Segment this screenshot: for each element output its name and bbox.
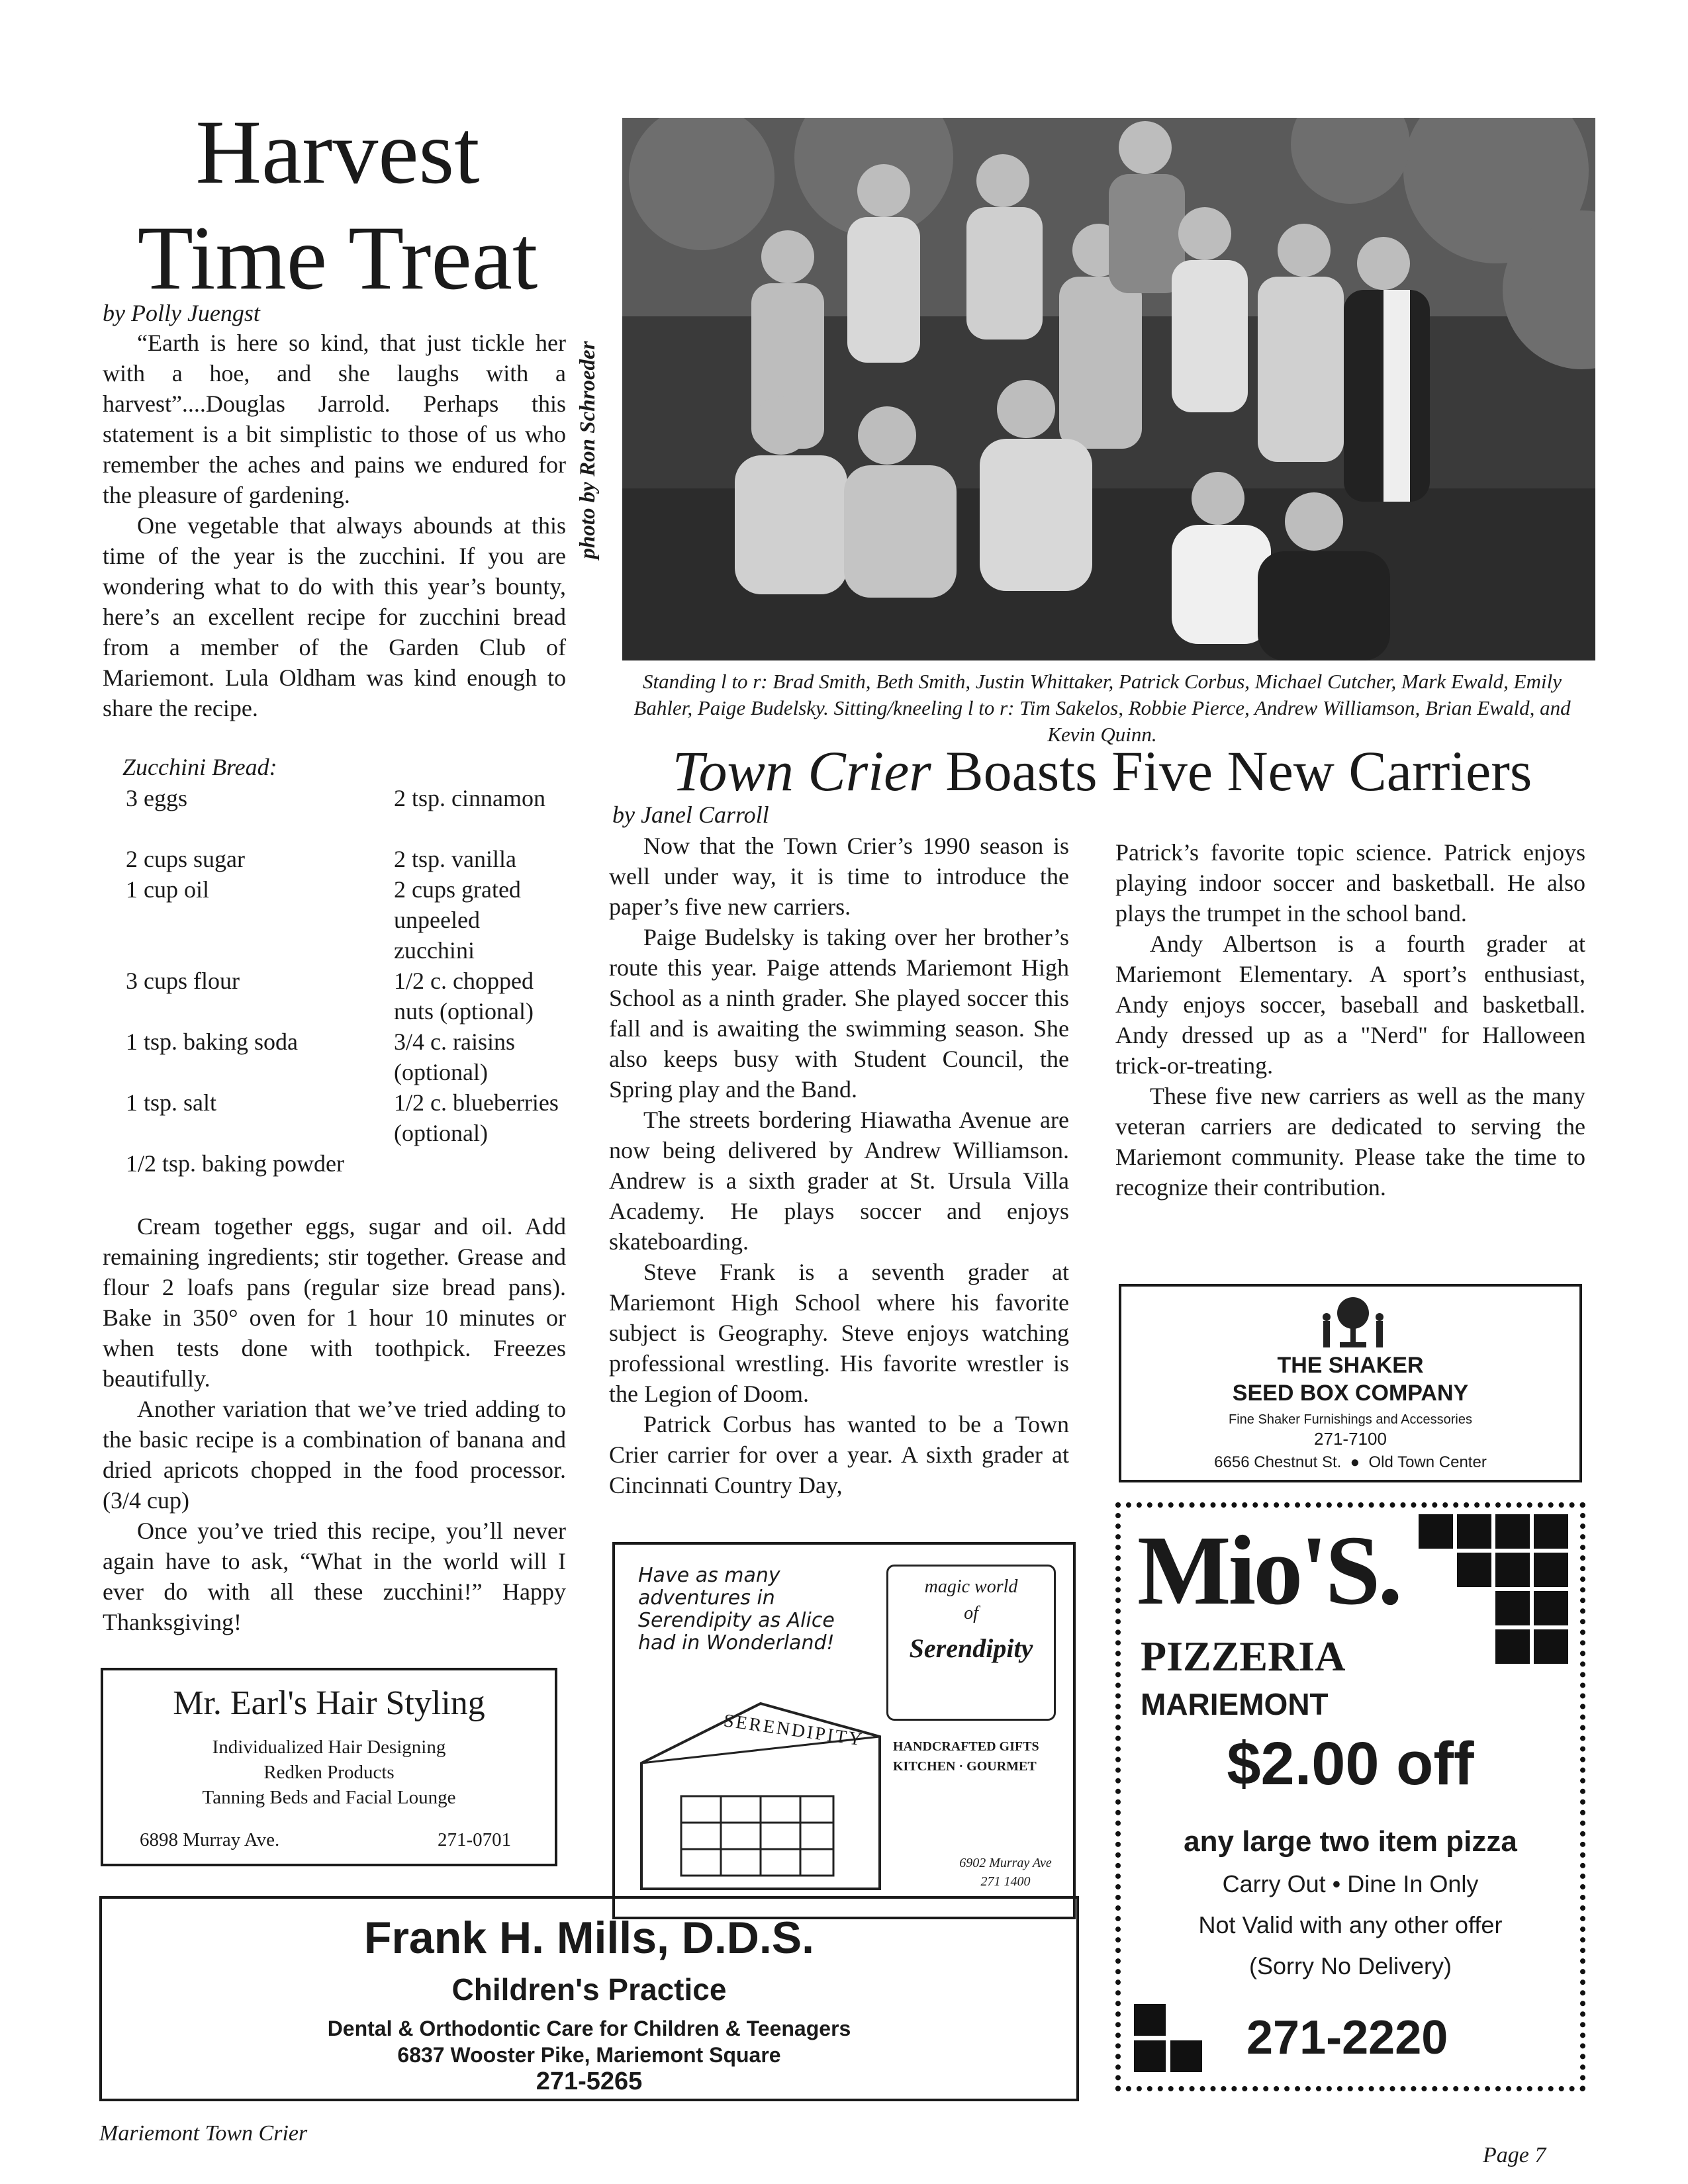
mios-brand: Mio'S. bbox=[1137, 1516, 1400, 1625]
earl-line1: Individualized Hair Designing bbox=[212, 1737, 446, 1758]
serendipity-gifts bbox=[893, 1737, 1058, 1776]
paragraph: Patrick Corbus has wanted to be a Town Crier carrier for over a year. A sixth grader at Cincinnati Country Day, bbox=[609, 1411, 1069, 1498]
title-line-2: Time Treat bbox=[137, 207, 538, 308]
ingredient: 1 tsp. salt bbox=[126, 1089, 217, 1116]
serendipity-sign bbox=[886, 1565, 1056, 1721]
article1-method bbox=[103, 1211, 566, 1637]
photo-caption: Standing l to r: Brad Smith, Beth Smith, Justin Whittaker, Patrick Corbus, Michael Cutcher, Mark Ewald, Emily Bahler, Paige Budelsky. Sitting/kneeling l to r: Tim Sakelos, Robbie Pierce, Andrew Williamson, Brian Ewald, and Kevin Quinn. bbox=[633, 670, 1571, 746]
kitchen-line: KITCHEN · GOURMET bbox=[893, 1759, 1037, 1774]
paragraph: Paige Budelsky is taking over her brother’s route this year. Paige attends Mariemont High School as a ninth grader. She played soccer this fall and is awaiting the swimming season. She also keeps busy with Student Council, the Spring play and the Band. bbox=[609, 924, 1069, 1103]
paragraph: Steve Frank is a seventh grader at Mariemont High School where his favorite subject is Geography. Steve enjoys watching professional wrestling. His favorite wrestler is the Legion of Doom. bbox=[609, 1259, 1069, 1407]
earl-name: Mr. Earl's Hair Styling bbox=[173, 1684, 485, 1722]
mills-line1: Dental & Orthodontic Care for Children & Teenagers bbox=[327, 2017, 851, 2040]
photo-credit: photo by Ron Schroeder bbox=[576, 341, 600, 559]
shaker-name-line2: SEED BOX COMPANY bbox=[1232, 1381, 1469, 1406]
mios-offer: $2.00 off bbox=[1227, 1730, 1474, 1797]
article2-column-1 bbox=[609, 831, 1069, 1500]
mios-ad bbox=[1115, 1502, 1585, 2091]
serendipity-slogan: Have as many adventures in Serendipity as Alice had in Wonderland! bbox=[638, 1564, 835, 1655]
ingredient: 3 eggs bbox=[126, 785, 187, 811]
article1-byline: by Polly Juengst bbox=[103, 300, 260, 326]
ingredient: 2 tsp. cinnamon bbox=[394, 785, 545, 811]
shaker-tree-logo bbox=[1320, 1296, 1386, 1349]
ingredient: 1/2 c. chopped nuts (optional) bbox=[394, 968, 534, 1024]
shaker-tagline: Fine Shaker Furnishings and Accessories bbox=[1229, 1412, 1472, 1427]
shaker-name-line1: THE SHAKER bbox=[1277, 1353, 1424, 1378]
paragraph: Now that the Town Crier’s 1990 season is well under way, it is time to introduce the paper’s five new carriers. bbox=[609, 833, 1069, 920]
article-title bbox=[99, 99, 576, 311]
mios-offer-line1: any large two item pizza bbox=[1184, 1825, 1517, 1858]
paragraph: One vegetable that always abounds at this time of the year is the zucchini. If you are wondering what to do with this year’s bounty, here’s an excellent recipe for zucchini bread from a member of the Garden Club of Mariemont. Lula Oldham was kind enough to share the recipe. bbox=[103, 512, 566, 721]
paragraph: The streets bordering Hiawatha Avenue are now being delivered by Andrew Williamson. Andrew is a sixth grader at St. Ursula Villa Academy. He plays soccer and enjoys skateboarding. bbox=[609, 1107, 1069, 1255]
shaker-phone: 271-7100 bbox=[1314, 1429, 1387, 1449]
ingredient: 1/2 c. blueberries (optional) bbox=[394, 1089, 559, 1146]
sign-name: Serendipity bbox=[909, 1633, 1033, 1663]
ingredient: 3 cups flour bbox=[126, 968, 240, 994]
checker-graphic-small bbox=[1134, 2004, 1227, 2077]
earl-phone: 271-0701 bbox=[438, 1829, 512, 1850]
ingredient: 1 tsp. baking soda bbox=[126, 1028, 298, 1055]
footer-publication: Mariemont Town Crier bbox=[99, 2121, 308, 2146]
serendipity-address: 6902 Murray Ave bbox=[959, 1856, 1052, 1870]
earl-address: 6898 Murray Ave. bbox=[140, 1829, 280, 1850]
shaker-location: Old Town Center bbox=[1368, 1453, 1487, 1471]
serendipity-ad bbox=[612, 1542, 1076, 1919]
mios-location: MARIEMONT bbox=[1141, 1687, 1329, 1721]
ingredient: 3/4 c. raisins (optional) bbox=[394, 1028, 515, 1085]
mios-offer-line2: Carry Out • Dine In Only bbox=[1222, 1870, 1479, 1897]
article2-byline: by Janel Carroll bbox=[612, 801, 769, 828]
ingredient: 2 cups sugar bbox=[126, 846, 245, 872]
page-number: Page 7 bbox=[1483, 2143, 1546, 2167]
article2-headline bbox=[616, 738, 1589, 804]
article2-column-2 bbox=[1115, 837, 1585, 1203]
ingredient: 1 cup oil bbox=[126, 876, 209, 903]
mills-phone: 271-5265 bbox=[536, 2068, 643, 2095]
building-sign: SERENDIPITY bbox=[722, 1710, 865, 1751]
paragraph: Patrick’s favorite topic science. Patrick enjoys playing indoor soccer and basketball. He also plays the trumpet in the school band. bbox=[1115, 839, 1585, 927]
bullet-icon: ● bbox=[1345, 1453, 1364, 1471]
earl-line3: Tanning Beds and Facial Lounge bbox=[202, 1787, 456, 1808]
carriers-photo bbox=[622, 118, 1595, 660]
mios-offer-line4: (Sorry No Delivery) bbox=[1248, 1952, 1452, 1979]
paragraph: Andy Albertson is a fourth grader at Mariemont Elementary. A sport’s enthusiast, Andy enjoys soccer, baseball and basketball. Andy dressed up as a "Nerd" for Halloween trick-or-treating. bbox=[1115, 931, 1585, 1079]
earl-line2: Redken Products bbox=[263, 1762, 395, 1783]
mills-line2: 6837 Wooster Pike, Mariemont Square bbox=[397, 2043, 781, 2067]
paragraph: Once you’ve tried this recipe, you’ll never again have to ask, “What in the world will I ever do with all these zucchini!” Happy Thanksgiving! bbox=[103, 1518, 566, 1635]
mios-pizzeria: PIZZERIA bbox=[1141, 1633, 1346, 1680]
paragraph: These five new carriers as well as the many veteran carriers are dedicated to serving the Mariemont community. Please take the time to recognize their contribution. bbox=[1115, 1083, 1585, 1201]
sign-of: of bbox=[964, 1603, 978, 1623]
ingredient: 1/2 tsp. baking powder bbox=[126, 1150, 344, 1177]
serendipity-phone: 271 1400 bbox=[980, 1874, 1031, 1889]
shaker-address-line bbox=[1121, 1453, 1579, 1472]
mios-phone: 271-2220 bbox=[1246, 2011, 1448, 2064]
headline-text: Boasts Five New Carriers bbox=[931, 739, 1532, 803]
paragraph: “Earth is here so kind, that just tickle her with a hoe, and she laughs with a harvest”....Douglas Jarrold. Perhaps this statement is a bit simplistic to those of us who remember the aches and pains we endured for the pleasure of gardening. bbox=[103, 330, 566, 508]
paragraph: Another variation that we’ve tried adding to the basic recipe is a combination of banana and dried apricots chopped in the food processor. (3/4 cup) bbox=[103, 1396, 566, 1514]
paragraph: Cream together eggs, sugar and oil. Add remaining ingredients; stir together. Grease and flour 2 loafs pans (regular size bread pans). Bake in 350° oven for 1 hour 10 minutes or when tests done with toothpick. Freezes beautifully. bbox=[103, 1213, 566, 1392]
recipe-title: Zucchini Bread: bbox=[122, 754, 277, 780]
mios-offer-line3: Not Valid with any other offer bbox=[1198, 1911, 1503, 1938]
mills-name: Frank H. Mills, D.D.S. bbox=[363, 1913, 815, 1963]
checker-graphic bbox=[1419, 1514, 1571, 1666]
ingredient: 2 tsp. vanilla bbox=[394, 846, 516, 872]
article1-intro bbox=[103, 328, 566, 723]
earl-ad bbox=[101, 1668, 557, 1866]
headline-paper-name: Town Crier bbox=[672, 739, 931, 803]
ingredient: 2 cups grated unpeeled zucchini bbox=[394, 876, 521, 964]
shaker-address: 6656 Chestnut St. bbox=[1214, 1453, 1342, 1471]
title-line-1: Harvest bbox=[195, 101, 480, 203]
mills-ad bbox=[99, 1896, 1079, 2101]
group-photo-image bbox=[622, 118, 1595, 660]
sign-top: magic world bbox=[924, 1576, 1018, 1597]
mills-practice: Children's Practice bbox=[451, 1972, 727, 2007]
gifts-line: HANDCRAFTED GIFTS bbox=[893, 1739, 1039, 1754]
shaker-ad bbox=[1119, 1284, 1582, 1482]
